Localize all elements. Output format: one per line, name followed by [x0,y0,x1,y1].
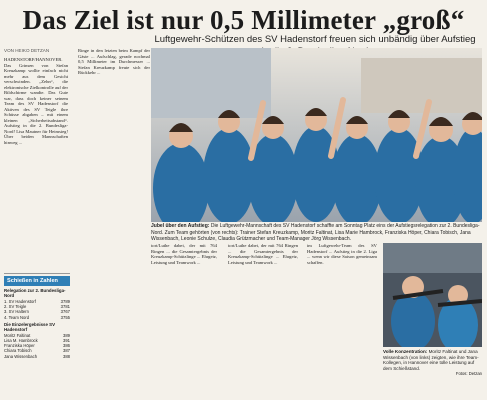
stats-box [4,273,70,359]
stats-group-1-rows [4,299,70,320]
stats-score: 386 [63,343,70,349]
caption-small-text: Moritz Faltinat und Jana Wissenbach (von links) zeigten, wie ihre Team-Kollegen, in Hannover eine tolle Leistung auf dem Schießstand. [383,349,479,371]
article-column-2 [78,48,150,76]
byline: VON HEIKO DETZAN [4,48,50,53]
shooting-photo-image [383,243,482,347]
stats-name: Lisa M. Hambrock [4,338,38,344]
stats-name: Chiara Tobisch [4,348,32,354]
stats-name: Franziska Höper [4,343,35,349]
stats-name: 1. SV Hadenstorf [4,299,36,304]
article-text-1: HADENSTORF/HANNOVER. Das Grinsen von Stefan Kreuzkamp wollte einfach nicht mehr aus dem Gesicht verschwinden. „Zehn“, die elektronische Zielkontrolle auf der Bildschirme wandte. Das Gute war, dass doch keiner seinem Team des SV Hadenstorf die Aktiven des SV Teigle ihre Schüsse abgaben – mit einem kleinen „Sicherheitsabstand“. Aufstieg in die 2. Bundesliga-Nord! Lisa Mautner für Heimsieg! Über beiden Mannschaften hinweg ... [4,57,68,145]
article-column-3 [151,243,217,265]
article-column-4 [307,243,377,265]
team-photo-image [151,48,482,222]
article-subhead: Luftgewehr-Schützen des SV Hadenstorf freuen sich unbändig über Aufstieg [154,34,476,45]
stats-score: 3767 [60,309,70,315]
stats-row [4,354,70,359]
stats-name: Jana Wissenbach [4,353,38,359]
stats-score: 387 [63,348,70,354]
article-headline: Das Ziel ist nur 0,5 Millimeter „groß“ [22,5,465,35]
shooting-photo-caption [383,349,482,377]
stats-group-2: Die Einzelergebnisse SV Hadenstorf [4,321,56,332]
article-text-4: im Luftgewehr-Team des SV Hadenstorf ... Aufstieg in die 2. Liga ... wenn wir diese Saison gemeinsam schaffen. [307,243,377,265]
stats-row [4,315,70,320]
team-photo [151,48,482,222]
article-text-3b: tort/Luthe dabei, der mit 764 Ringen ... die Gesamtergebnis der Kreuzkamp-Schützlinge ... Ehrgeiz, Leistung und Teamwork ... [228,243,298,265]
stats-score: 3755 [60,314,70,320]
caption-lead: Jubel über den Aufstieg: [151,223,210,229]
stats-name: 4. Team Nord [4,314,30,320]
stats-score: 389 [63,332,70,338]
article-text-2: Ringe in den letzten beim Kampf der Gäste ... Aufschlag, gerade nochmal 0,5 Millimeter im Durchmesser ... Stefan Kreuzkamp freute sich der Rückkehr ... [78,48,150,75]
stats-score: 3789 [60,299,70,304]
stats-group-1: Relegation zur 2. Bundesliga-Nord [4,288,66,298]
stats-name: 3. SV Haltern [4,309,29,315]
photo-credit: Fotos: Detzan [455,371,482,377]
stats-group-2-rows [4,333,70,359]
article-text-3: tort/Luthe dabei, der mit 764 Ringen ... die Gesamtergebnis der Kreuzkamp-Schützlinge ... Ehrgeiz, Leistung und Teamwork ... [151,243,217,265]
stats-score: 3781 [60,304,70,310]
team-photo-caption [151,223,482,243]
article-column-1 [4,48,68,145]
caption-text: Die Luftgewehr-Mannschaft des SV Hadenstorf schaffte am Sonntag Platz eins der Aufstiegsrelegation zur 2. Bundesliga-Nord. Zum Team gehörten (von rechts): Trainer Stefan Kreuzkamp, Moritz Faltinat, Lisa Marie Hambrock, Franziska Höper, Chiara Tobisch, Jana Wissenbach, Leonie Schulze, Claudia Grützmacher und Team-Manager Jörg Wissenbach. [151,223,480,242]
stats-title: Schießen in Zahlen [4,276,70,286]
stats-score: 391 [63,338,70,344]
caption-small-lead: Volle Konzentration: [383,349,428,354]
shooting-photo [383,243,482,347]
stats-name: Moritz Faltinat [4,332,31,338]
stats-name: 2. SV Teigle [4,304,27,310]
article-column-3b [228,243,298,265]
stats-score: 388 [63,353,70,359]
